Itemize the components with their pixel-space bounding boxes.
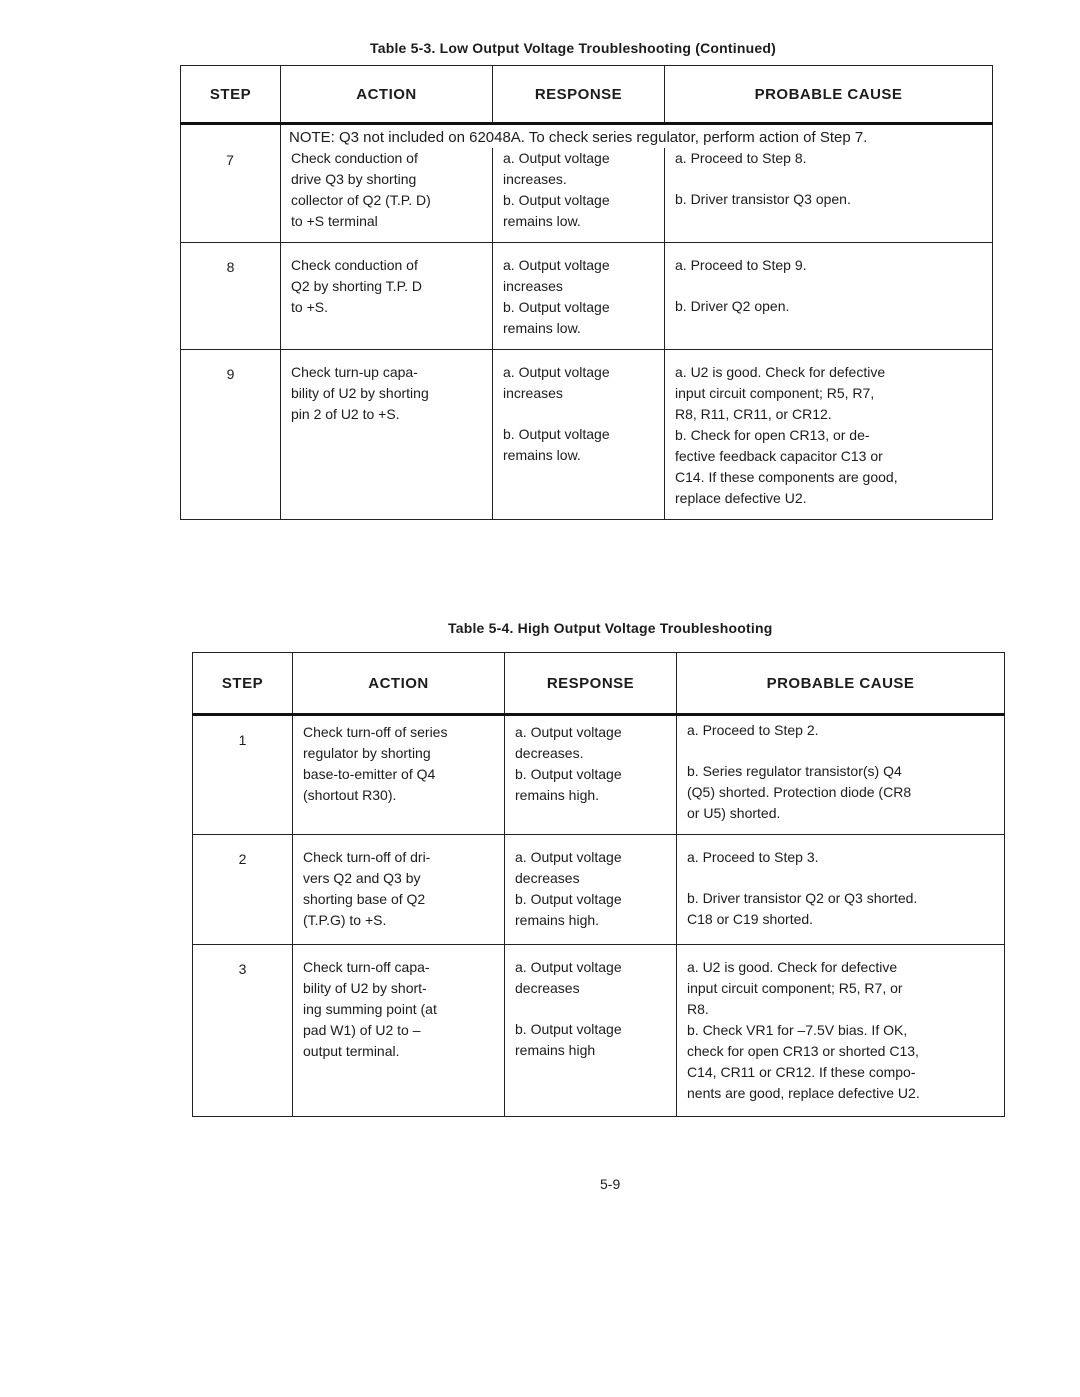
step-number: 3 <box>193 945 293 1117</box>
table-row-step-2: 2 Check turn-off of dri- vers Q2 and Q3 by shorting base of Q2 (T.P.G) to +S. a. Output voltage decreases b. Output voltage remains high. a. Proceed to Step 3. b. Driver transistor Q2 or Q3 shorted. C18 or C19 shorted. <box>193 835 1005 945</box>
page-number: 5-9 <box>600 1176 621 1192</box>
table-5-3-caption: Table 5-3. Low Output Voltage Troubleshooting (Continued) <box>370 40 776 56</box>
header-probable-cause: PROBABLE CAUSE <box>665 66 993 124</box>
table-row-step-1: 1 Check turn-off of series regulator by shorting base-to-emitter of Q4 (shortout R30). a. Output voltage decreases. b. Output voltage remains high. a. Proceed to Step 2. b. Series regulator transistor(s) Q4 (Q5) shorted. Protection diode (CR8 or U5) shorted. <box>193 715 1005 835</box>
header-action: ACTION <box>281 66 493 124</box>
table-header-row <box>193 653 1005 715</box>
step-number: 8 <box>181 243 281 350</box>
table-row-step-9: 9 Check turn-up capa- bility of U2 by shorting pin 2 of U2 to +S. a. Output voltage increases b. Output voltage remains low. a. U2 is good. Check for defective input circuit component; R5, R7, R8, R11, CR11, or CR12. b. Check for open CR13, or de- fective feedback capacitor C13 or C14. If these components are good, replace defective U2. <box>181 350 993 520</box>
table-5-4 <box>192 652 1005 1117</box>
table-row-step-3: 3 Check turn-off capa- bility of U2 by short- ing summing point (at pad W1) of U2 to – output terminal. a. Output voltage decreases b. Output voltage remains high a. U2 is good. Check for defective input circuit component; R5, R7, or R8. b. Check VR1 for –7.5V bias. If OK, check for open CR13 or shorted C13, C14, CR11 or CR12. If these compo- nents are good, replace defective U2. <box>193 945 1005 1117</box>
header-step: STEP <box>181 66 281 124</box>
table-row-step-7: Check conduction of drive Q3 by shorting collector of Q2 (T.P. D) to +S terminal a. Output voltage increases. b. Output voltage remains low. a. Proceed to Step 8. b. Driver transistor Q3 open. <box>181 148 993 243</box>
header-probable-cause: PROBABLE CAUSE <box>677 653 1005 715</box>
note-text: NOTE: Q3 not included on 62048A. To check series regulator, perform action of Step 7. <box>281 124 993 149</box>
header-step: STEP <box>193 653 293 715</box>
table-row-step-8: 8 Check conduction of Q2 by shorting T.P. D to +S. a. Output voltage increases b. Output voltage remains low. a. Proceed to Step 9. b. Driver Q2 open. <box>181 243 993 350</box>
header-action: ACTION <box>293 653 505 715</box>
step-number: 9 <box>181 350 281 520</box>
header-response: RESPONSE <box>493 66 665 124</box>
step-number-7: 7 <box>226 152 234 168</box>
table-5-4-caption: Table 5-4. High Output Voltage Troubleshooting <box>448 620 773 636</box>
step-number: 2 <box>193 835 293 945</box>
step-number: 1 <box>193 715 293 835</box>
table-header-row <box>181 66 993 124</box>
header-response: RESPONSE <box>505 653 677 715</box>
table-5-3 <box>180 65 993 520</box>
